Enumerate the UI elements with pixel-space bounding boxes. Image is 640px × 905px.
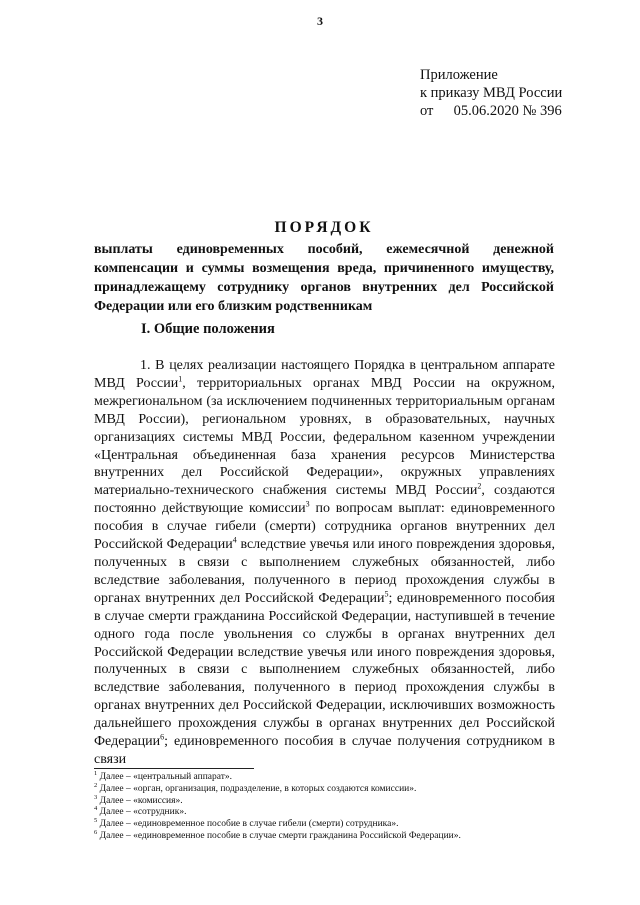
appendix-number-sign: № bbox=[522, 103, 537, 119]
footnote-ref: 3 bbox=[305, 499, 310, 509]
footnote-ref: 6 bbox=[160, 732, 165, 742]
body-text-part: ; единовременного пособия в случае смерти гражданина Российской Федерации, наступившей в течение одного года после увольнения со службы в органах внутренних дел Российской Федерации вследствие увечья или иного повреждения здоровья, полученных в связи с выполнением служебных обязанностей, либо вследствие заболевания, полученного в период прохождения службы в органах внутренних дел Российской Федерации, исключивших возможность дальнейшего прохождения службы в органах внутренних дел Российской Федерации bbox=[94, 590, 555, 750]
body-text-part: 1. В целях реализации настоящего Порядка в центральном аппарате МВД России bbox=[94, 358, 555, 391]
appendix-date-line bbox=[420, 102, 562, 120]
footnote-number: 4 bbox=[94, 805, 98, 813]
footnote-number: 6 bbox=[94, 828, 98, 836]
footnotes-list bbox=[94, 769, 564, 843]
title-block bbox=[94, 219, 554, 316]
body-text-part: , создаются постоянно действующие комиссии bbox=[94, 483, 555, 517]
document-subtitle: выплаты единовременных пособий, ежемесячной денежной компенсации и суммы возмещения вреда, причиненного имуществу, принадлежащему сотруднику органов внутренних дел Российской Федерации или его близким родственникам bbox=[94, 242, 554, 314]
document-title: ПОРЯДОК bbox=[274, 219, 374, 236]
appendix-order-ref: к приказу МВД России bbox=[420, 85, 563, 101]
footnote-number: 1 bbox=[94, 769, 98, 777]
footnote-item bbox=[94, 819, 564, 831]
body-text-part: ; единовременного пособия в случае получения сотрудником в связи bbox=[94, 734, 555, 767]
footnote-item bbox=[94, 807, 564, 819]
footnote-ref: 2 bbox=[477, 481, 482, 491]
footnote-text: Далее – «комиссия». bbox=[97, 795, 183, 806]
footnote-item bbox=[94, 781, 564, 796]
footnote-text: Далее – «единовременное пособие в случае смерти гражданина Российской Федерации». bbox=[97, 830, 461, 841]
body-text-part: вследствие увечья или иного повреждения здоровья, полученных в связи с выполнением служебных обязанностей, либо вследствие заболевания, полученного в период прохождения службы в органах внутренних дел Российской Федерации bbox=[94, 537, 555, 606]
footnote-number: 3 bbox=[94, 793, 98, 801]
footnote-divider bbox=[94, 768, 254, 769]
footnote-ref: 5 bbox=[384, 589, 389, 599]
footnote-ref: 1 bbox=[178, 374, 183, 384]
appendix-number: 396 bbox=[539, 103, 562, 119]
footnote-item bbox=[94, 793, 564, 808]
footnote-text: Далее – «единовременное пособие в случае гибели (смерти) сотрудника». bbox=[97, 819, 399, 830]
appendix-label: Приложение bbox=[420, 67, 498, 83]
appendix-block bbox=[420, 66, 562, 120]
body-text-part: по вопросам выплат: единовременного пособия в случае гибели (смерти) сотрудника органов внутренних дел Российской Федерации bbox=[94, 501, 555, 553]
footnote-text: Далее – «орган, организация, подразделение, в которых создаются комиссии». bbox=[97, 783, 417, 794]
footnote-text: Далее – «сотрудник». bbox=[97, 807, 187, 818]
appendix-ot: от bbox=[420, 103, 434, 119]
footnote-text: Далее – «центральный аппарат». bbox=[97, 772, 233, 782]
footnote-number: 5 bbox=[94, 817, 98, 825]
section-heading: I. Общие положения bbox=[141, 321, 275, 337]
footnote-number: 2 bbox=[94, 781, 98, 789]
page-number: 3 bbox=[317, 14, 323, 28]
body-paragraph bbox=[94, 357, 555, 769]
body-text-part: , территориальных органах МВД России на окружном, межрегиональном (за исключением подчиненных территориальным органам МВД России), региональном уровнях, в образовательных, научных организациях системы МВД России, федеральном казенном учреждении «Центральная объединенная база хранения ресурсов Министерства внутренних дел Российской Федерации», окружных управлениях материально-технического снабжения системы МВД России bbox=[94, 375, 555, 499]
footnote-ref: 4 bbox=[232, 535, 237, 545]
footnote-item bbox=[94, 828, 564, 843]
footnote-item bbox=[94, 769, 564, 784]
appendix-date: 05.06.2020 bbox=[453, 103, 519, 119]
